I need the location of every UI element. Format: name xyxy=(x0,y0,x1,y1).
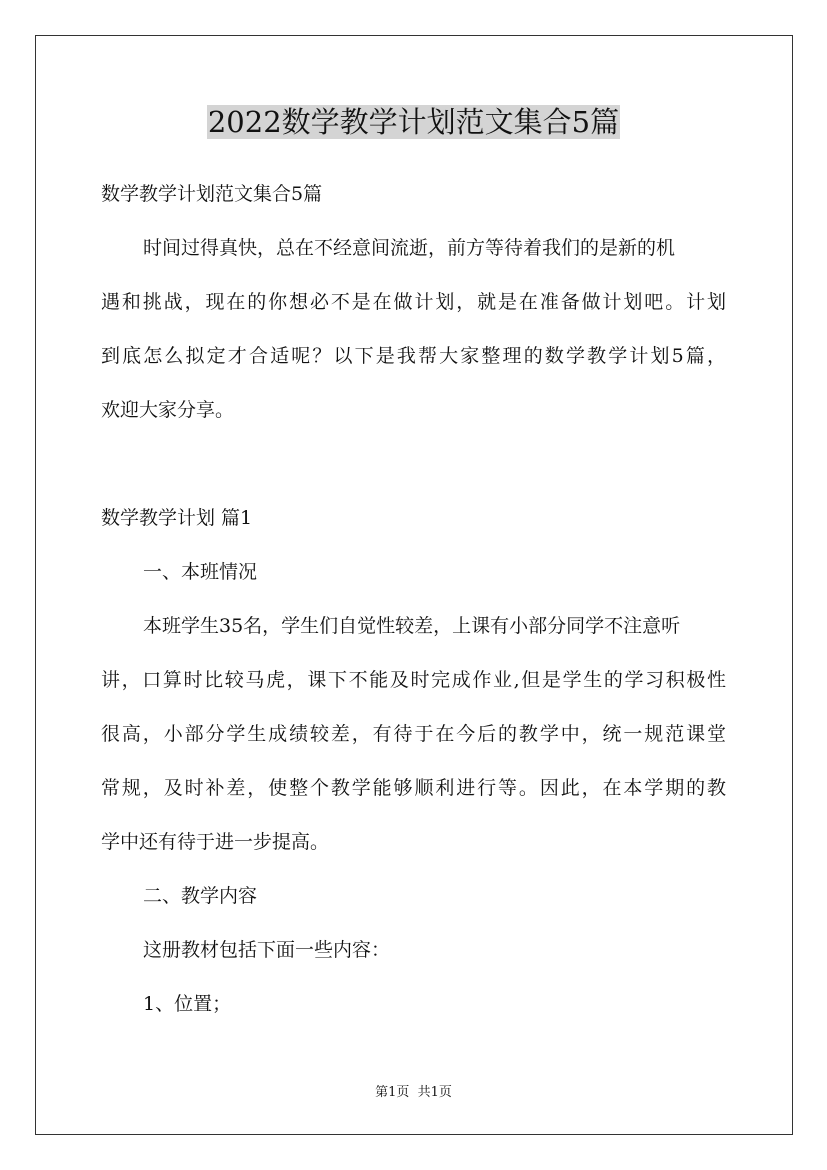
part1-heading: 一、本班情况 xyxy=(143,561,258,583)
intro-line-2: 遇和挑战，现在的你想必不是在做计划，就是在准备做计划吧。计划 xyxy=(101,291,726,313)
part2-intro: 这册教材包括下面一些内容： xyxy=(143,939,391,961)
page-total: 共1页 xyxy=(417,1085,452,1100)
document-title-text: 2022数学教学计划范文集合5篇 xyxy=(207,105,620,139)
intro-line-1: 时间过得真快，总在不经意间流逝，前方等待着我们的是新的机 xyxy=(143,237,676,259)
part1-line-5: 学中还有待于进一步提高。 xyxy=(101,831,330,853)
document-title xyxy=(0,100,827,144)
part1-line-3: 很高，小部分学生成绩较差，有待于在今后的教学中，统一规范课堂 xyxy=(101,723,726,745)
list-item-1: 1、位置； xyxy=(143,993,232,1015)
intro-line-3: 到底怎么拟定才合适呢？以下是我帮大家整理的数学教学计划5篇， xyxy=(101,345,726,367)
part2-heading: 二、教学内容 xyxy=(143,885,258,907)
part1-line-1: 本班学生35名，学生们自觉性较差，上课有小部分同学不注意听 xyxy=(143,615,681,637)
part1-line-2: 讲，口算时比较马虎，课下不能及时完成作业,但是学生的学习积极性 xyxy=(101,669,726,691)
page-number: 第1页 xyxy=(375,1085,410,1100)
section-heading: 数学教学计划 篇1 xyxy=(101,507,253,529)
intro-line-4: 欢迎大家分享。 xyxy=(101,399,235,421)
part1-line-4: 常规，及时补差，使整个教学能够顺利进行等。因此，在本学期的教 xyxy=(101,777,726,799)
page-footer xyxy=(0,1083,827,1103)
document-subtitle: 数学教学计划范文集合5篇 xyxy=(101,183,323,205)
